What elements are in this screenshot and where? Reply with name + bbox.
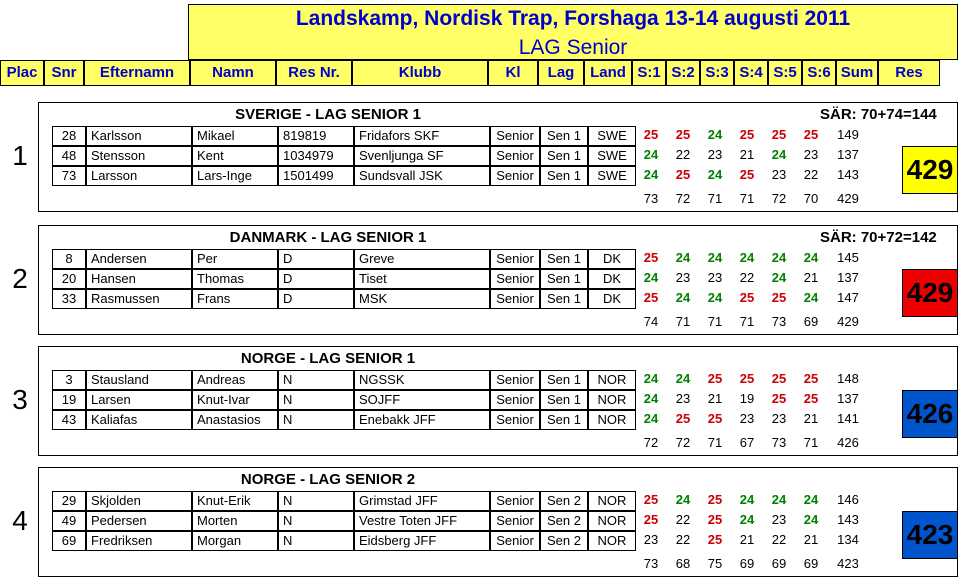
series-score: 23 xyxy=(675,391,691,406)
col-s3: S:3 xyxy=(700,60,734,86)
series-total: 68 xyxy=(675,556,691,571)
team-block xyxy=(0,467,960,577)
lag-cell: Sen 1 xyxy=(540,410,588,430)
col-res: Res xyxy=(878,60,940,86)
series-score: 21 xyxy=(803,532,819,547)
snr-cell: 33 xyxy=(52,289,86,309)
series-score: 24 xyxy=(707,250,723,265)
namn-cell: Morten xyxy=(192,511,278,531)
lag-cell: Sen 2 xyxy=(540,531,588,551)
series-total: 72 xyxy=(771,191,787,206)
series-score: 25 xyxy=(707,411,723,426)
shooter-sum: 146 xyxy=(837,492,859,507)
series-score: 24 xyxy=(675,371,691,386)
series-score: 24 xyxy=(739,250,755,265)
klass-cell: Senior xyxy=(490,269,540,289)
lag-cell: Sen 2 xyxy=(540,491,588,511)
series-score: 23 xyxy=(771,167,787,182)
series-total: 72 xyxy=(675,435,691,450)
series-score: 24 xyxy=(643,167,659,182)
snr-cell: 28 xyxy=(52,126,86,146)
series-score: 25 xyxy=(771,391,787,406)
snr-cell: 43 xyxy=(52,410,86,430)
series-total: 73 xyxy=(771,435,787,450)
series-total: 75 xyxy=(707,556,723,571)
namn-cell: Andreas xyxy=(192,370,278,390)
series-total: 71 xyxy=(675,314,691,329)
klubb-cell: Greve xyxy=(354,249,490,269)
series-score: 23 xyxy=(707,270,723,285)
series-score: 23 xyxy=(803,147,819,162)
klubb-cell: SOJFF xyxy=(354,390,490,410)
resnr-cell: N xyxy=(278,511,354,531)
klubb-cell: Fridafors SKF xyxy=(354,126,490,146)
series-score: 24 xyxy=(643,411,659,426)
team-result: 423 xyxy=(902,511,958,559)
efternamn-cell: Hansen xyxy=(86,269,192,289)
series-total: 69 xyxy=(739,556,755,571)
series-score: 24 xyxy=(643,147,659,162)
klubb-cell: Svenljunga SF xyxy=(354,146,490,166)
series-score: 25 xyxy=(643,492,659,507)
efternamn-cell: Larsen xyxy=(86,390,192,410)
namn-cell: Mikael xyxy=(192,126,278,146)
series-score: 25 xyxy=(643,250,659,265)
efternamn-cell: Kaliafas xyxy=(86,410,192,430)
resnr-cell: N xyxy=(278,491,354,511)
series-score: 22 xyxy=(771,532,787,547)
klass-cell: Senior xyxy=(490,410,540,430)
title-banner xyxy=(188,4,958,60)
series-score: 25 xyxy=(803,371,819,386)
series-total: 71 xyxy=(803,435,819,450)
series-score: 21 xyxy=(803,270,819,285)
klubb-cell: MSK xyxy=(354,289,490,309)
team-name: SVERIGE - LAG SENIOR 1 xyxy=(235,106,421,123)
team-sum: 429 xyxy=(837,191,859,206)
land-cell: NOR xyxy=(588,531,636,551)
efternamn-cell: Stensson xyxy=(86,146,192,166)
team-block xyxy=(0,102,960,212)
klass-cell: Senior xyxy=(490,289,540,309)
series-total: 69 xyxy=(803,314,819,329)
col-plac: Plac xyxy=(0,60,44,86)
shooter-sum: 149 xyxy=(837,127,859,142)
namn-cell: Per xyxy=(192,249,278,269)
klass-cell: Senior xyxy=(490,126,540,146)
team-result: 429 xyxy=(902,269,958,317)
series-score: 24 xyxy=(803,492,819,507)
klass-cell: Senior xyxy=(490,166,540,186)
klass-cell: Senior xyxy=(490,249,540,269)
series-score: 25 xyxy=(739,371,755,386)
col-land: Land xyxy=(584,60,632,86)
col-namn: Namn xyxy=(190,60,276,86)
series-score: 23 xyxy=(707,147,723,162)
shooter-sum: 141 xyxy=(837,411,859,426)
efternamn-cell: Andersen xyxy=(86,249,192,269)
lag-cell: Sen 2 xyxy=(540,511,588,531)
shooter-sum: 147 xyxy=(837,290,859,305)
series-score: 24 xyxy=(771,492,787,507)
series-score: 25 xyxy=(707,371,723,386)
lag-cell: Sen 1 xyxy=(540,289,588,309)
series-score: 24 xyxy=(771,250,787,265)
series-total: 71 xyxy=(707,191,723,206)
series-score: 25 xyxy=(643,290,659,305)
series-score: 24 xyxy=(643,391,659,406)
snr-cell: 20 xyxy=(52,269,86,289)
namn-cell: Knut-Ivar xyxy=(192,390,278,410)
resnr-cell: D xyxy=(278,269,354,289)
series-score: 24 xyxy=(707,290,723,305)
klass-cell: Senior xyxy=(490,491,540,511)
series-score: 24 xyxy=(739,512,755,527)
lag-cell: Sen 1 xyxy=(540,126,588,146)
col-lag: Lag xyxy=(538,60,584,86)
namn-cell: Lars-Inge xyxy=(192,166,278,186)
series-score: 24 xyxy=(643,270,659,285)
snr-cell: 29 xyxy=(52,491,86,511)
series-score: 25 xyxy=(771,127,787,142)
series-score: 24 xyxy=(675,290,691,305)
team-result: 429 xyxy=(902,146,958,194)
series-total: 73 xyxy=(643,556,659,571)
col-snr: Snr xyxy=(44,60,84,86)
snr-cell: 49 xyxy=(52,511,86,531)
series-score: 24 xyxy=(739,492,755,507)
series-score: 25 xyxy=(707,532,723,547)
series-score: 25 xyxy=(707,492,723,507)
klass-cell: Senior xyxy=(490,511,540,531)
tiebreak-label: SÄR: 70+74=144 xyxy=(820,106,937,123)
resnr-cell: 1034979 xyxy=(278,146,354,166)
series-score: 22 xyxy=(675,512,691,527)
land-cell: NOR xyxy=(588,410,636,430)
team-rank: 1 xyxy=(12,140,28,171)
series-score: 25 xyxy=(739,167,755,182)
series-score: 23 xyxy=(739,411,755,426)
snr-cell: 73 xyxy=(52,166,86,186)
series-score: 25 xyxy=(675,411,691,426)
series-score: 24 xyxy=(707,167,723,182)
klubb-cell: NGSSK xyxy=(354,370,490,390)
namn-cell: Anastasios xyxy=(192,410,278,430)
series-score: 22 xyxy=(739,270,755,285)
series-score: 25 xyxy=(771,371,787,386)
series-score: 21 xyxy=(707,391,723,406)
page-title: Landskamp, Nordisk Trap, Forshaga 13-14 augusti 2011 xyxy=(295,7,851,30)
series-score: 23 xyxy=(771,411,787,426)
series-score: 25 xyxy=(803,127,819,142)
series-score: 24 xyxy=(771,270,787,285)
series-score: 21 xyxy=(739,147,755,162)
land-cell: DK xyxy=(588,289,636,309)
col-efternamn: Efternamn xyxy=(84,60,190,86)
resnr-cell: N xyxy=(278,531,354,551)
col-sum: Sum xyxy=(836,60,878,86)
series-score: 24 xyxy=(675,250,691,265)
series-score: 25 xyxy=(675,167,691,182)
series-total: 73 xyxy=(643,191,659,206)
team-rank: 3 xyxy=(12,384,28,415)
column-header-row xyxy=(0,60,960,86)
col-s1: S:1 xyxy=(632,60,666,86)
team-block xyxy=(0,225,960,335)
lag-cell: Sen 1 xyxy=(540,390,588,410)
series-total: 72 xyxy=(643,435,659,450)
series-score: 25 xyxy=(771,290,787,305)
klubb-cell: Enebakk JFF xyxy=(354,410,490,430)
lag-cell: Sen 1 xyxy=(540,249,588,269)
series-total: 69 xyxy=(771,556,787,571)
land-cell: NOR xyxy=(588,491,636,511)
shooter-sum: 148 xyxy=(837,371,859,386)
series-total: 71 xyxy=(739,191,755,206)
land-cell: NOR xyxy=(588,370,636,390)
efternamn-cell: Pedersen xyxy=(86,511,192,531)
series-score: 21 xyxy=(739,532,755,547)
series-score: 24 xyxy=(643,371,659,386)
efternamn-cell: Larsson xyxy=(86,166,192,186)
series-total: 70 xyxy=(803,191,819,206)
tiebreak-label: SÄR: 70+72=142 xyxy=(820,229,937,246)
series-score: 24 xyxy=(803,290,819,305)
lag-cell: Sen 1 xyxy=(540,146,588,166)
series-total: 72 xyxy=(675,191,691,206)
series-score: 25 xyxy=(643,512,659,527)
series-total: 71 xyxy=(707,314,723,329)
series-score: 22 xyxy=(803,167,819,182)
lag-cell: Sen 1 xyxy=(540,269,588,289)
klass-cell: Senior xyxy=(490,390,540,410)
land-cell: DK xyxy=(588,249,636,269)
resnr-cell: 1501499 xyxy=(278,166,354,186)
series-total: 69 xyxy=(803,556,819,571)
series-total: 67 xyxy=(739,435,755,450)
team-result: 426 xyxy=(902,390,958,438)
land-cell: SWE xyxy=(588,126,636,146)
lag-cell: Sen 1 xyxy=(540,166,588,186)
snr-cell: 48 xyxy=(52,146,86,166)
snr-cell: 3 xyxy=(52,370,86,390)
efternamn-cell: Rasmussen xyxy=(86,289,192,309)
series-score: 25 xyxy=(643,127,659,142)
team-rank: 2 xyxy=(12,263,28,294)
land-cell: NOR xyxy=(588,390,636,410)
efternamn-cell: Karlsson xyxy=(86,126,192,146)
series-score: 24 xyxy=(803,512,819,527)
namn-cell: Knut-Erik xyxy=(192,491,278,511)
series-score: 24 xyxy=(675,492,691,507)
namn-cell: Morgan xyxy=(192,531,278,551)
resnr-cell: D xyxy=(278,289,354,309)
efternamn-cell: Skjolden xyxy=(86,491,192,511)
series-score: 23 xyxy=(675,270,691,285)
series-total: 71 xyxy=(739,314,755,329)
klass-cell: Senior xyxy=(490,370,540,390)
team-sum: 423 xyxy=(837,556,859,571)
klass-cell: Senior xyxy=(490,531,540,551)
resnr-cell: N xyxy=(278,390,354,410)
series-score: 25 xyxy=(675,127,691,142)
series-score: 19 xyxy=(739,391,755,406)
col-s5: S:5 xyxy=(768,60,802,86)
klubb-cell: Grimstad JFF xyxy=(354,491,490,511)
team-name: NORGE - LAG SENIOR 2 xyxy=(240,471,416,488)
series-score: 25 xyxy=(739,290,755,305)
klubb-cell: Vestre Toten JFF xyxy=(354,511,490,531)
resnr-cell: N xyxy=(278,410,354,430)
shooter-sum: 143 xyxy=(837,512,859,527)
team-rank: 4 xyxy=(12,505,28,536)
resnr-cell: 819819 xyxy=(278,126,354,146)
land-cell: SWE xyxy=(588,166,636,186)
snr-cell: 69 xyxy=(52,531,86,551)
series-total: 73 xyxy=(771,314,787,329)
col-resnr: Res Nr. xyxy=(276,60,352,86)
team-block xyxy=(0,346,960,456)
col-s6: S:6 xyxy=(802,60,836,86)
shooter-sum: 137 xyxy=(837,147,859,162)
series-score: 25 xyxy=(739,127,755,142)
series-score: 25 xyxy=(707,512,723,527)
klass-cell: Senior xyxy=(490,146,540,166)
series-score: 24 xyxy=(771,147,787,162)
series-score: 23 xyxy=(771,512,787,527)
series-total: 71 xyxy=(707,435,723,450)
land-cell: SWE xyxy=(588,146,636,166)
series-score: 21 xyxy=(803,411,819,426)
col-kl: Kl xyxy=(488,60,538,86)
shooter-sum: 134 xyxy=(837,532,859,547)
team-sum: 429 xyxy=(837,314,859,329)
land-cell: NOR xyxy=(588,511,636,531)
series-total: 74 xyxy=(643,314,659,329)
klubb-cell: Sundsvall JSK xyxy=(354,166,490,186)
namn-cell: Frans xyxy=(192,289,278,309)
namn-cell: Thomas xyxy=(192,269,278,289)
efternamn-cell: Fredriksen xyxy=(86,531,192,551)
series-score: 24 xyxy=(803,250,819,265)
resnr-cell: D xyxy=(278,249,354,269)
series-score: 24 xyxy=(707,127,723,142)
shooter-sum: 137 xyxy=(837,270,859,285)
land-cell: DK xyxy=(588,269,636,289)
efternamn-cell: Stausland xyxy=(86,370,192,390)
team-name: NORGE - LAG SENIOR 1 xyxy=(240,350,416,367)
shooter-sum: 145 xyxy=(837,250,859,265)
shooter-sum: 143 xyxy=(837,167,859,182)
team-name: DANMARK - LAG SENIOR 1 xyxy=(229,229,427,246)
klubb-cell: Eidsberg JFF xyxy=(354,531,490,551)
snr-cell: 19 xyxy=(52,390,86,410)
klubb-cell: Tiset xyxy=(354,269,490,289)
col-s4: S:4 xyxy=(734,60,768,86)
lag-cell: Sen 1 xyxy=(540,370,588,390)
series-score: 23 xyxy=(643,532,659,547)
shooter-sum: 137 xyxy=(837,391,859,406)
team-sum: 426 xyxy=(837,435,859,450)
namn-cell: Kent xyxy=(192,146,278,166)
series-score: 22 xyxy=(675,147,691,162)
series-score: 22 xyxy=(675,532,691,547)
series-score: 25 xyxy=(803,391,819,406)
resnr-cell: N xyxy=(278,370,354,390)
col-klubb: Klubb xyxy=(352,60,488,86)
snr-cell: 8 xyxy=(52,249,86,269)
page-subtitle: LAG Senior xyxy=(518,36,628,59)
col-s2: S:2 xyxy=(666,60,700,86)
